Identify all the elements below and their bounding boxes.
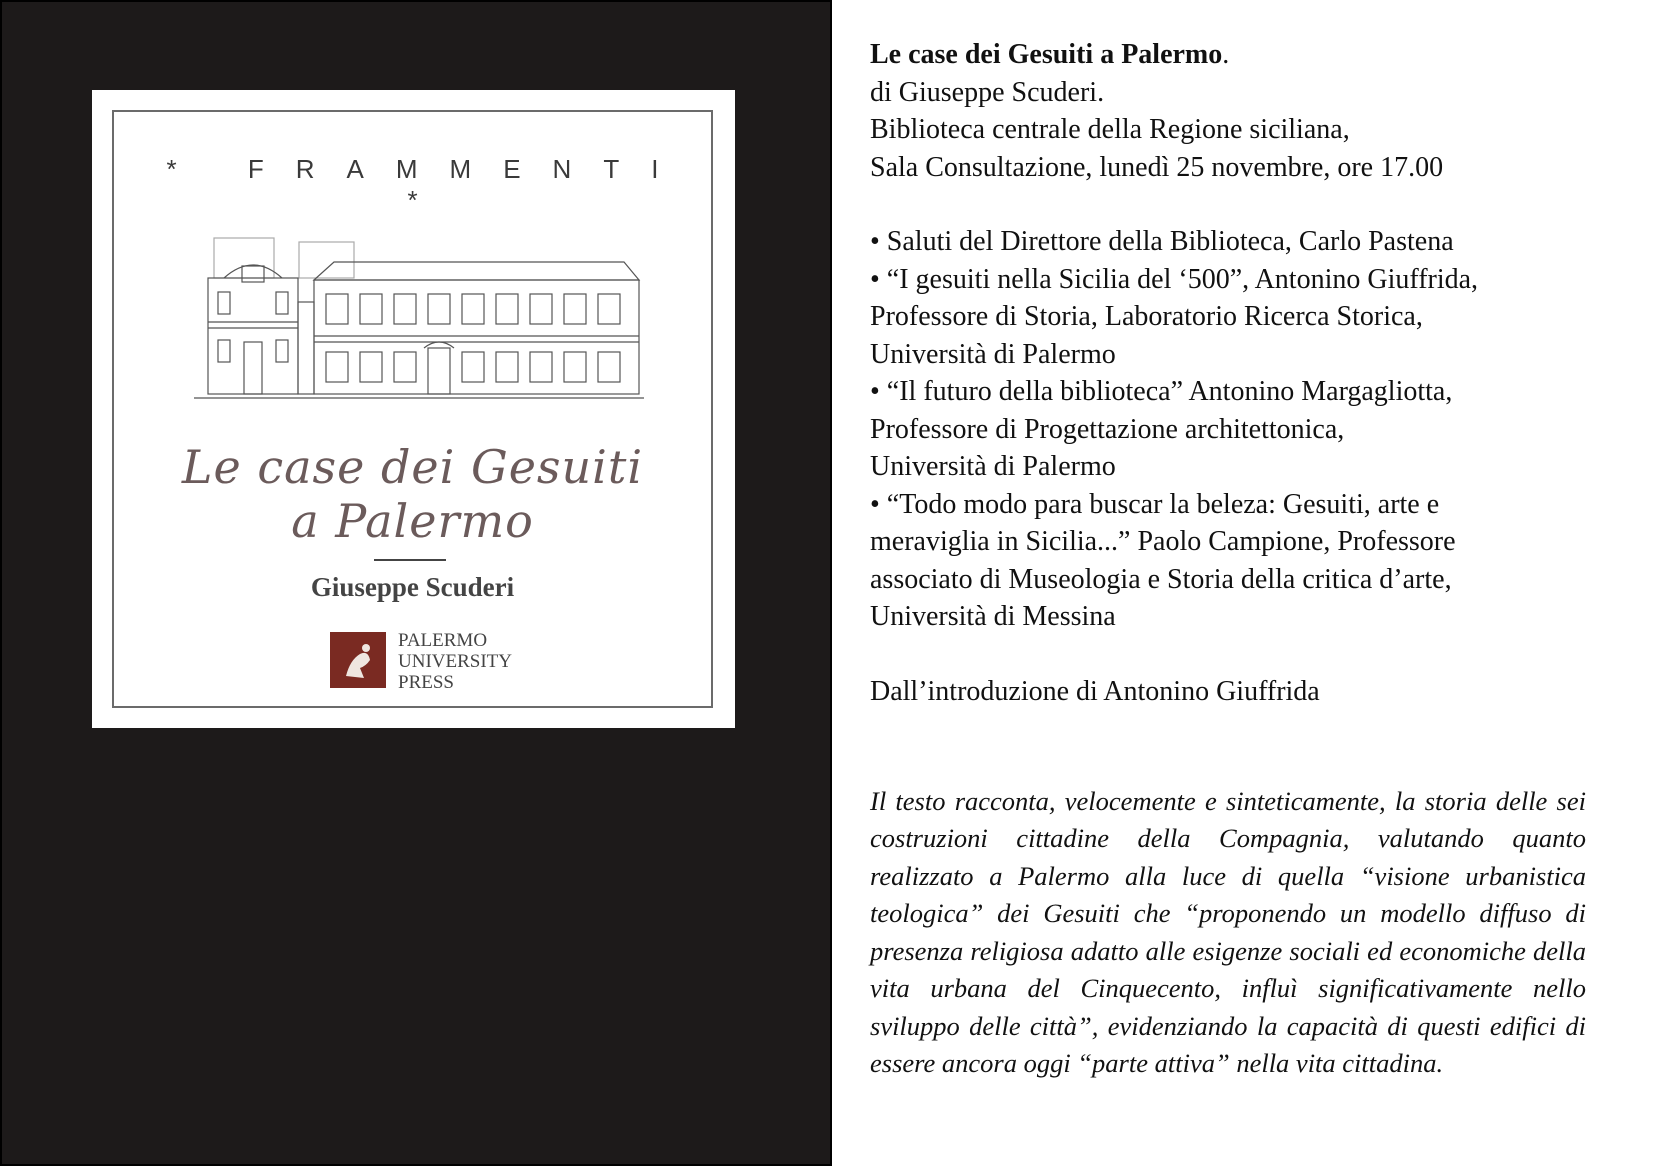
program-line: • “Todo modo para buscar la beleza: Gesuiti, arte e xyxy=(870,488,1440,520)
cover-divider xyxy=(374,559,446,561)
publisher-logo-icon xyxy=(330,632,386,688)
cover-author: Giuseppe Scuderi xyxy=(310,572,515,602)
cover-title-line-2: a Palermo xyxy=(291,494,534,548)
cover-title-line-1: Le case dei Gesuiti xyxy=(181,440,644,494)
program-line: • Saluti del Direttore della Biblioteca, Carlo Pastena xyxy=(870,226,1454,257)
publisher-line: PRESS xyxy=(398,672,454,693)
cover-title xyxy=(114,440,711,548)
program-line: Università di Palermo xyxy=(870,338,1116,370)
program-line: associato di Museologia e Storia della critica d’arte, xyxy=(870,563,1452,595)
program-line: Università di Palermo xyxy=(870,451,1116,482)
program-line: • “I gesuiti nella Sicilia del ‘500”, Antonino Giuffrida, xyxy=(870,263,1479,295)
publisher-name xyxy=(398,630,512,693)
event-details xyxy=(870,36,1600,710)
publisher-line: PALERMO xyxy=(398,630,488,651)
program-line: Professore di Storia, Laboratorio Ricerca Storica, xyxy=(870,301,1423,332)
program-list xyxy=(870,223,1600,636)
event-title-text: Le case dei Gesuiti a Palermo xyxy=(870,39,1223,70)
program-line: • “Il futuro della biblioteca” Antonino Margagliotta, xyxy=(870,376,1453,407)
program-line: meraviglia in Sicilia...” Paolo Campione, Professore xyxy=(870,526,1456,557)
event-venue-line-2: Sala Consultazione, lunedì 25 novembre, ore 17.00 xyxy=(870,151,1444,183)
event-title xyxy=(870,36,1600,74)
program-item xyxy=(870,223,1600,261)
program-item xyxy=(870,373,1600,486)
intro-heading: Dall’introduzione di Antonino Giuffrida xyxy=(870,675,1320,707)
event-venue-line-1: Biblioteca centrale della Regione siciliana, xyxy=(870,114,1350,145)
series-name: * FRAMMENTI * xyxy=(166,154,691,215)
building-drawing-icon xyxy=(194,232,644,404)
program-line: Professore di Progettazione architettonica, xyxy=(870,413,1345,445)
program-item xyxy=(870,486,1600,636)
event-title-punct: . xyxy=(1222,39,1230,70)
publisher-line: UNIVERSITY xyxy=(398,651,512,672)
cover-frame xyxy=(112,110,713,708)
event-author: di Giuseppe Scuderi. xyxy=(870,76,1105,108)
book-cover xyxy=(92,90,735,728)
program-item xyxy=(870,261,1600,374)
intro-quote: Il testo racconta, velocemente e sinteticamente, la storia delle sei costruzioni cittadine della Compagnia, valutando quanto realizzato a Palermo alla luce di quella “visione urbanistica teologica” dei Gesuiti che “proponendo un modello diffuso di presenza religiosa adatto alle esigenze sociali ed economiche della vita urbana del Cinquecento, influì significativamente nello sviluppo delle città”, evidenziando la capacità di questi edifici di essere ancora oggi “parte attiva” nella vita cittadina. xyxy=(870,785,1586,1078)
program-line: Università di Messina xyxy=(870,601,1116,632)
